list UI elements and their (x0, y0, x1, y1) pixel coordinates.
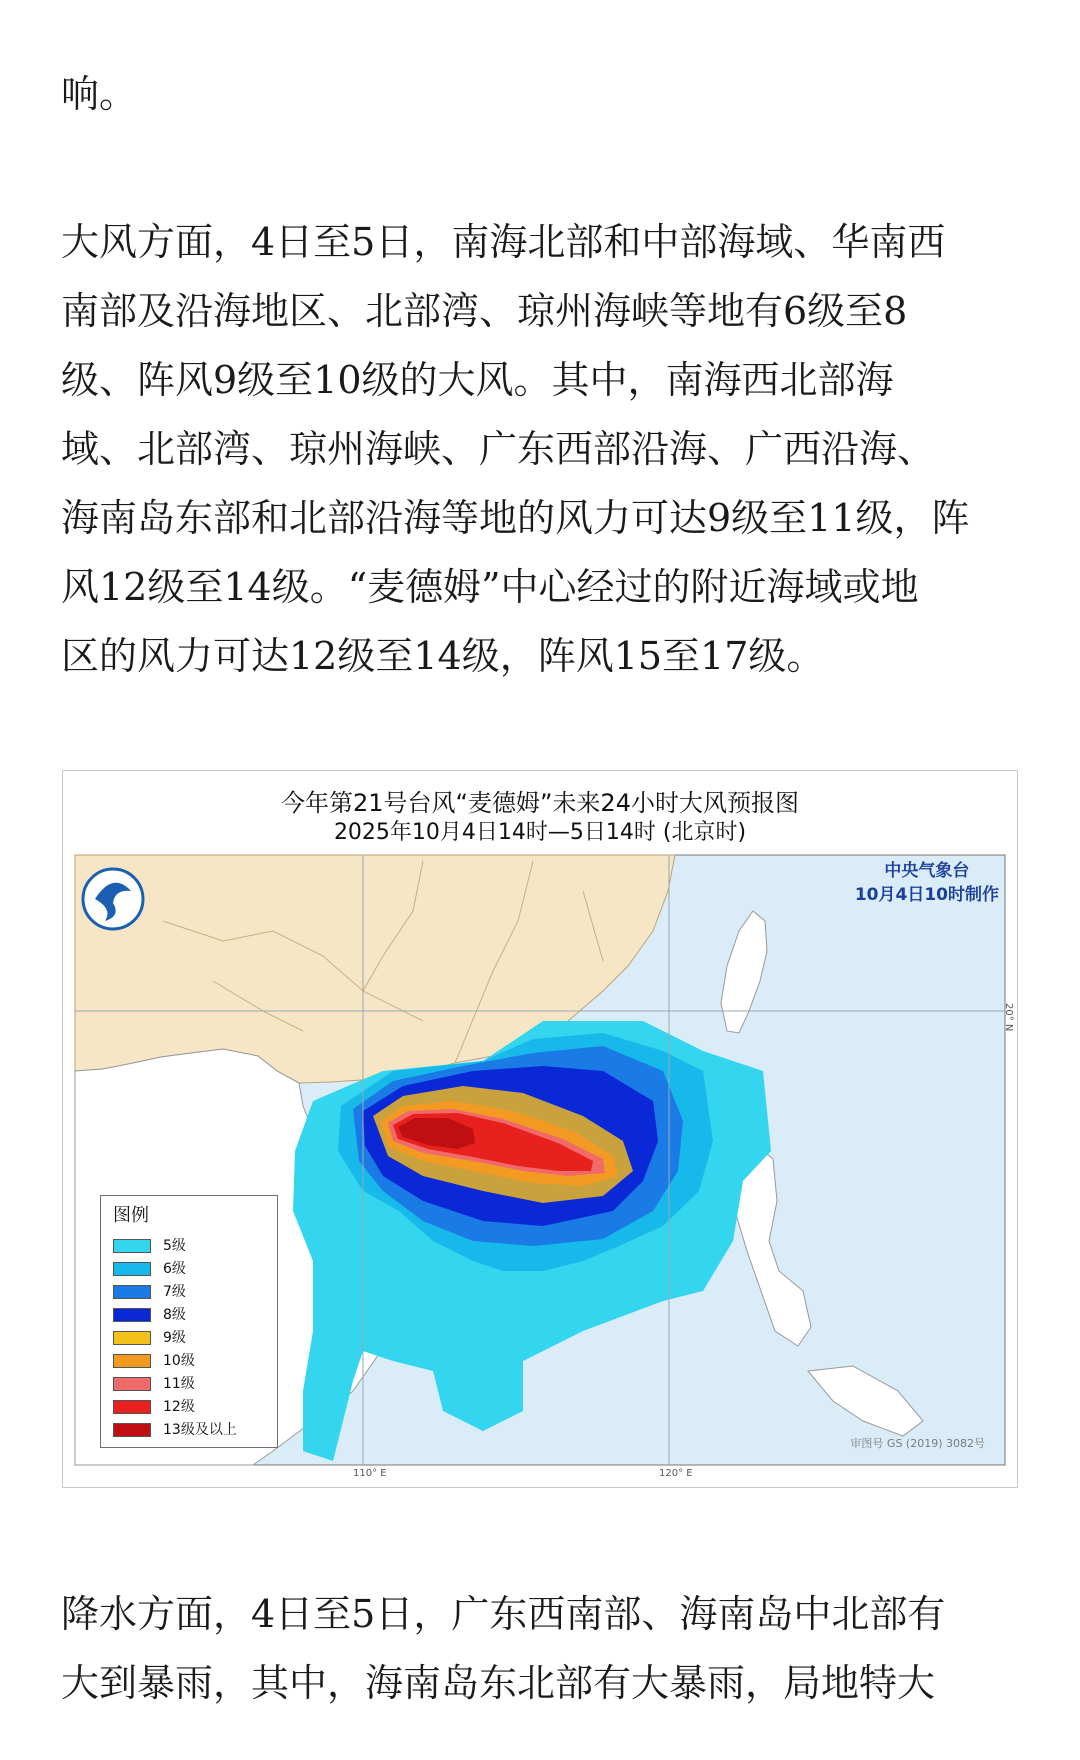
text-line: 区的风力可达12级至14级，阵风15至17级。 (61, 634, 825, 678)
legend-label: 5级 (163, 1238, 186, 1254)
paragraph-1 (61, 60, 1031, 129)
legend-label: 9级 (163, 1330, 186, 1346)
legend-swatch (113, 1354, 151, 1368)
legend-swatch (113, 1285, 151, 1299)
paragraph-wind (61, 208, 1031, 691)
lon-label-110e: 110° E (353, 1468, 387, 1479)
text-line: 风12级至14级。“麦德姆”中心经过的附近海域或地 (61, 565, 919, 609)
legend-label: 7级 (163, 1284, 186, 1300)
legend-swatch (113, 1331, 151, 1345)
legend-swatch (113, 1262, 151, 1276)
legend-swatch (113, 1400, 151, 1414)
legend-label: 12级 (163, 1399, 195, 1415)
agency-name: 中央气象台 (884, 861, 970, 881)
text-line: 南部及沿海地区、北部湾、琼州海峡等地有6级至8 (61, 289, 908, 333)
text-line: 响。 (61, 72, 138, 116)
text-line: 大到暴雨，其中，海南岛东北部有大暴雨，局地特大 (61, 1661, 936, 1705)
legend-swatch (113, 1239, 151, 1253)
text-line: 级、阵风9级至10级的大风。其中，南海西北部海 (61, 358, 894, 402)
text-line: 域、北部湾、琼州海峡、广东西部沿海、广西沿海、 (61, 427, 936, 471)
paragraph-rain (61, 1580, 1031, 1718)
legend-label: 6级 (163, 1261, 186, 1277)
wind-forecast-map-figure[interactable] (62, 770, 1018, 1488)
legend-swatch (113, 1377, 151, 1391)
legend-label: 11级 (163, 1376, 195, 1392)
text-line: 大风方面，4日至5日，南海北部和中部海域、华南西 (61, 220, 946, 264)
lat-label-20n: 20° N (1003, 1003, 1014, 1032)
issued-time: 10月4日10时制作 (854, 885, 999, 905)
legend-label: 13级及以上 (163, 1422, 237, 1438)
legend-swatch (113, 1308, 151, 1322)
map-subtitle: 2025年10月4日14时—5日14时 (北京时) (333, 820, 747, 845)
map-legend (100, 1195, 278, 1448)
text-line: 降水方面，4日至5日，广东西南部、海南岛中北部有 (61, 1592, 946, 1636)
agency-stamp (855, 859, 999, 907)
cma-logo (83, 869, 143, 929)
map-title: 今年第21号台风“麦德姆”未来24小时大风预报图 (281, 789, 799, 817)
legend-swatch (113, 1423, 151, 1437)
lon-label-120e: 120° E (659, 1468, 693, 1479)
legend-title: 图例 (113, 1205, 149, 1226)
legend-label: 8级 (163, 1307, 186, 1323)
text-line: 海南岛东部和北部沿海等地的风力可达9级至11级，阵 (61, 496, 970, 540)
legend-label: 10级 (163, 1353, 195, 1369)
map-approval-number: 审图号 GS (2019) 3082号 (850, 1437, 985, 1450)
